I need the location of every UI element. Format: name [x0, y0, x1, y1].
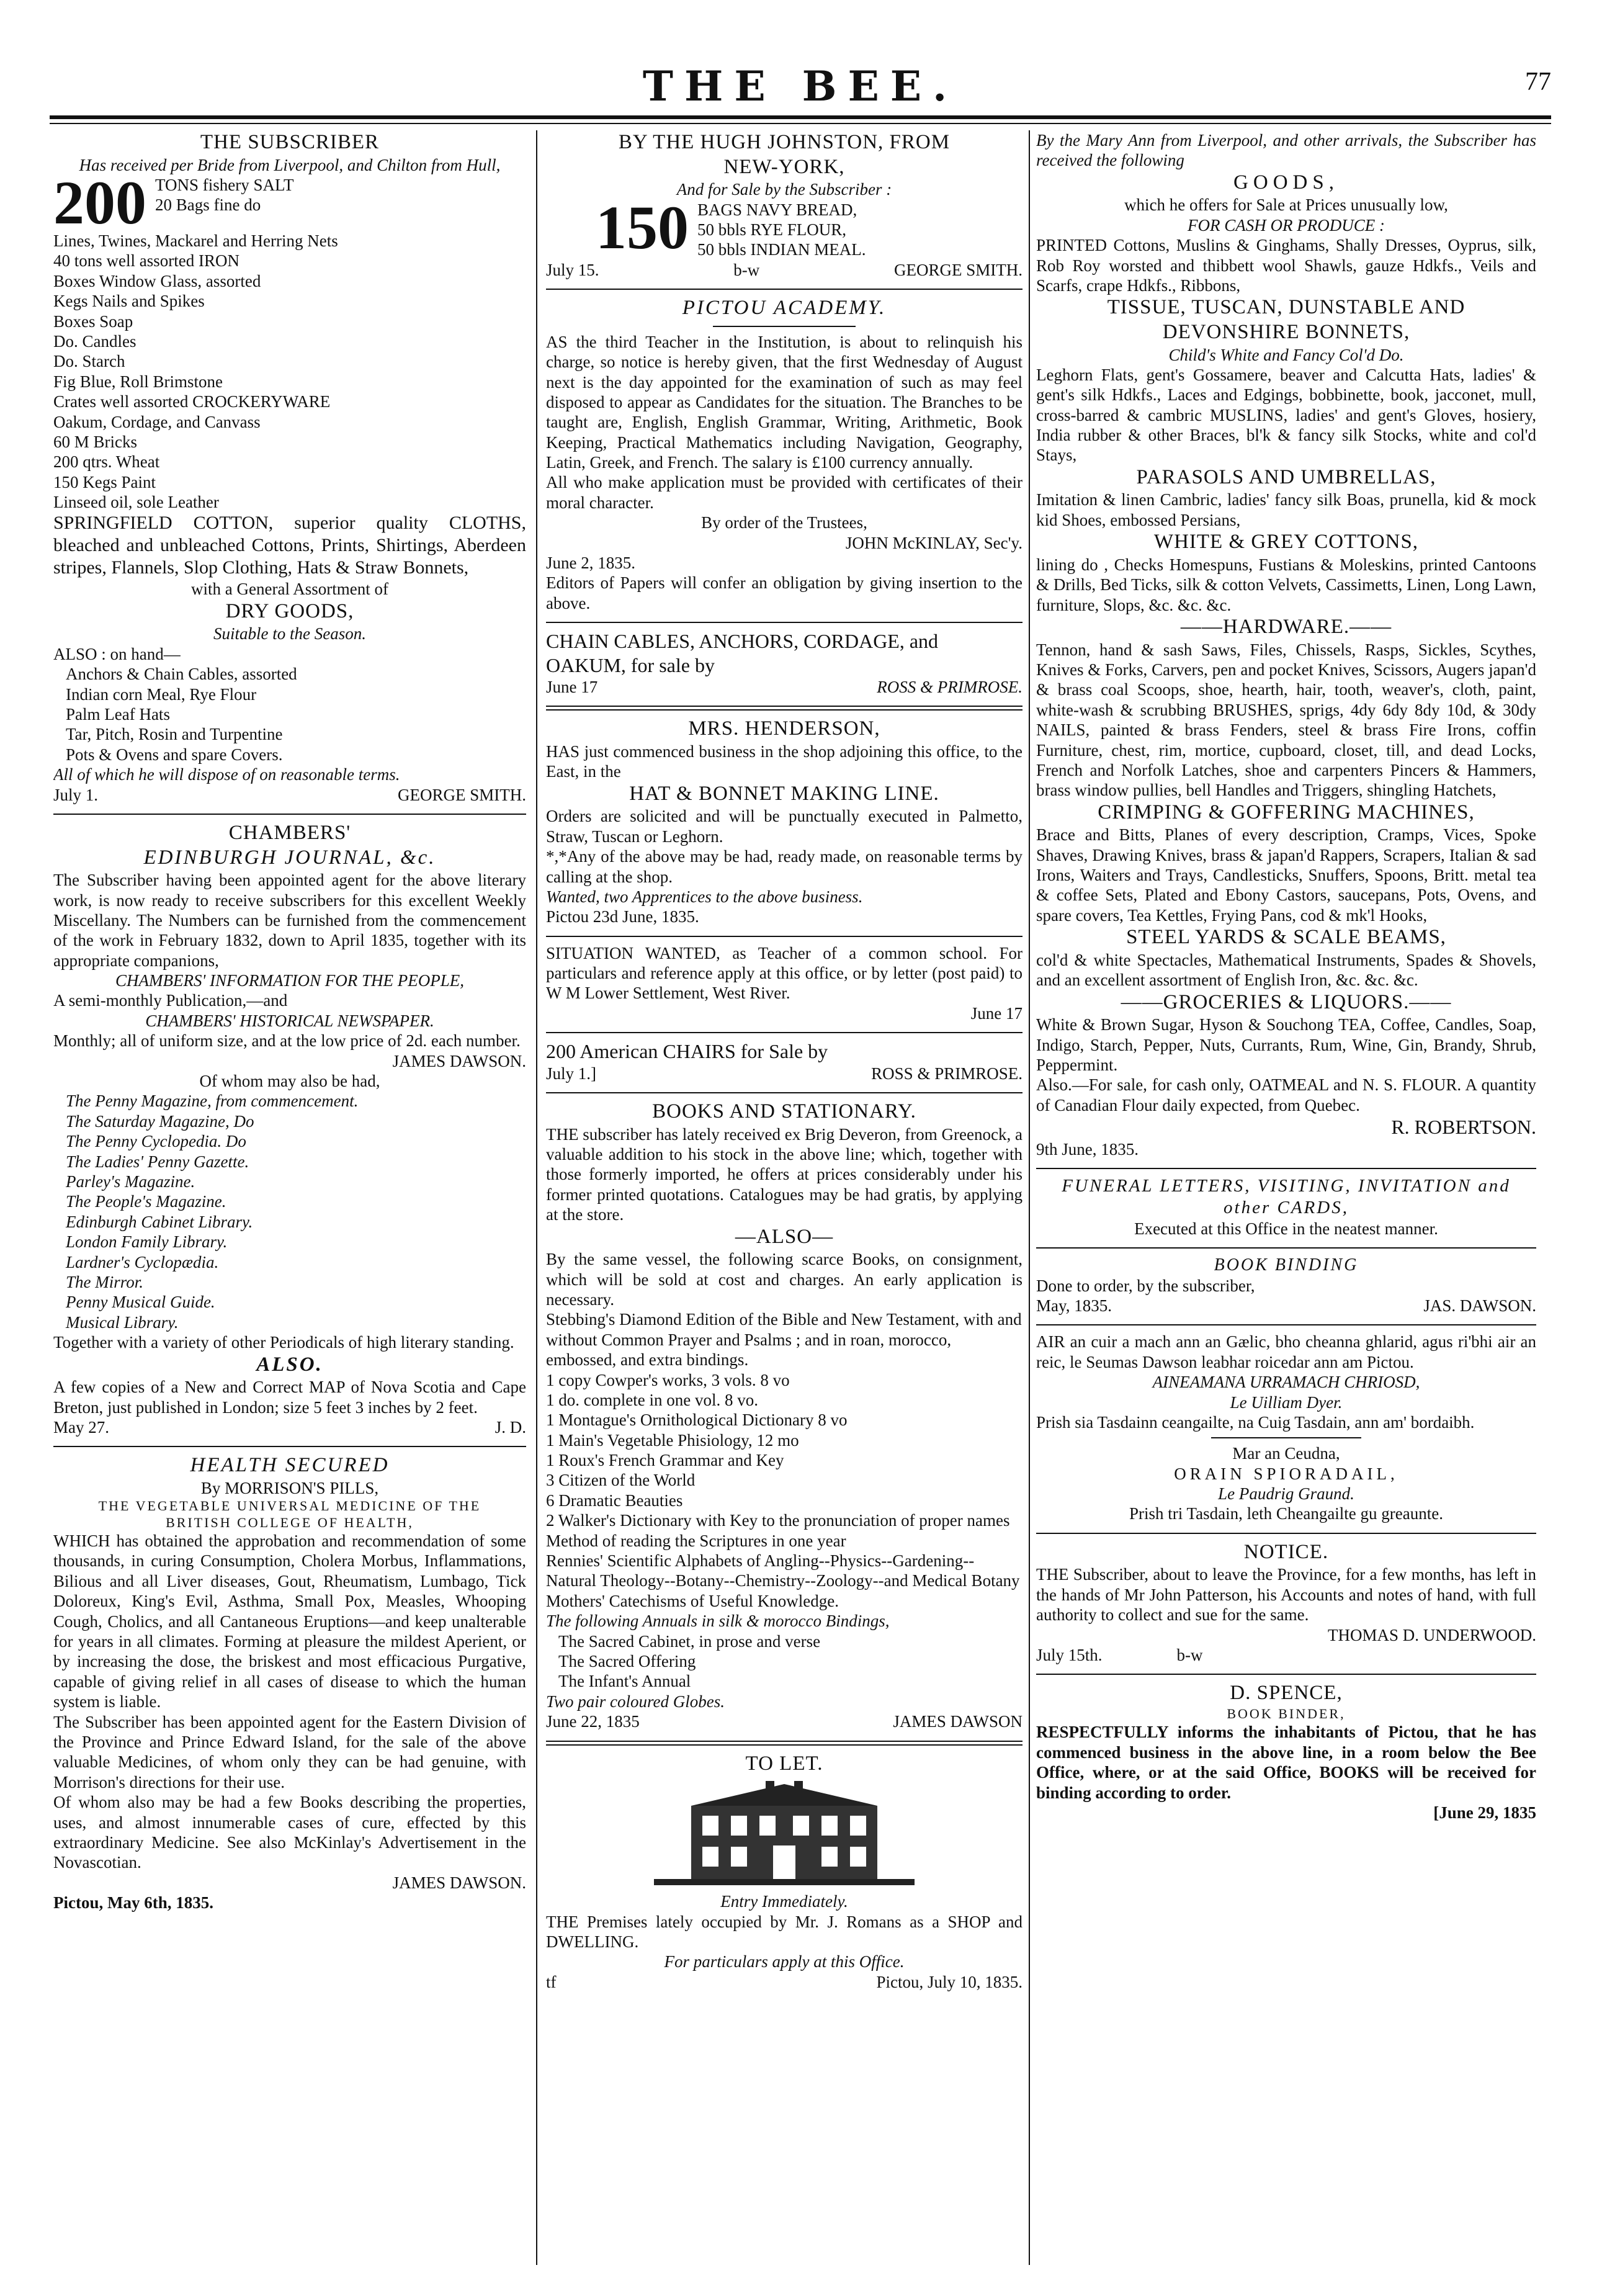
section-heading: PARASOLS AND UMBRELLAS, [1136, 465, 1436, 488]
divider [1036, 1324, 1536, 1325]
entry: Entry Immediately. [720, 1892, 848, 1911]
ad-funeral-cards [1036, 1175, 1536, 1239]
ad-body: THE subscriber has lately received ex Brig Deveron, from Greenock, a valuable addition to his stock in the above line; which, together with those formerly imported, he offers at prices considerably under his former printed quotations. Catalogues may be had gratis, by applying at the store. [546, 1124, 1023, 1224]
ad-pictou-academy [546, 296, 1023, 613]
ad-body: Of whom also may be had a few Books describing the properties, uses, and almost innumerable cases of cure, effected by this extraordinary Medicine. See also McKinlay's Advertisement in the Novascotian. [53, 1793, 526, 1872]
ad-heading: NEW-YORK, [723, 155, 845, 178]
list-item: Parley's Magazine. [66, 1172, 195, 1191]
column-divider-1 [536, 130, 537, 2265]
ad-henderson [546, 717, 1023, 926]
list-item: 1 Montague's Ornithological Dictionary 8 vo [546, 1410, 848, 1430]
book-title: AINEAMANA URRAMACH CHRIOSD, [1152, 1373, 1420, 1392]
ad-body: Executed at this Office in the neatest manner. [1134, 1219, 1438, 1238]
annuals-list [546, 1631, 1023, 1692]
list-item: Boxes Window Glass, assorted [53, 271, 261, 290]
monthly: Monthly; all of uniform size, and at the low price of 2d. each number. [53, 1031, 521, 1051]
divider [546, 1092, 1023, 1093]
ad-body: Brace and Bitts, Planes of every description, Cramps, Vices, Spoke Shaves, Drawing Knives, brass & japan'd Rappers, Scrapers, Italian & sad Irons, Waiters and Trays, Candlesticks, Snuffers, Spoons, Britt. metal tea & coffee Sets, Plated and Ebony Castors, saucepans, Pots, Ovens, and spare covers, Tea Kettles, Frying Pans, cod & mk'l Hooks, [1036, 825, 1536, 925]
ad-heading: FUNERAL LETTERS, VISITING, INVITATION and other CARDS, [1062, 1175, 1511, 1218]
list-item: Tar, Pitch, Rosin and Turpentine [66, 725, 283, 744]
annuals-heading: The following Annuals in silk & morocco Bindings, [546, 1612, 890, 1631]
list-item: Fig Blue, Roll Brimstone [53, 372, 223, 391]
list-item: 3 Citizen of the World [546, 1471, 696, 1490]
list-item: The Sacred Offering [558, 1651, 696, 1670]
list-item: Indian corn Meal, Rye Flour [66, 684, 257, 704]
ad-heading: CHAMBERS' [228, 821, 351, 844]
also-list [53, 664, 526, 765]
ad-body: 200 American CHAIRS for Sale by [546, 1040, 828, 1063]
ornament [1211, 1437, 1361, 1438]
signer: JAMES DAWSON [893, 1712, 1023, 1731]
signer: JAMES DAWSON. [392, 1873, 526, 1892]
list-item: 6 Dramatic Beauties [546, 1491, 683, 1510]
list-item: 40 tons well assorted IRON [53, 251, 239, 271]
ad-body: Done to order, by the subscriber, [1036, 1276, 1255, 1295]
ad-subheading: BOOK BINDER, [1227, 1705, 1346, 1721]
date: July 15th. [1036, 1646, 1103, 1664]
signature-row [546, 677, 1023, 697]
list-item: 200 qtrs. Wheat [53, 452, 160, 472]
list-item: London Family Library. [66, 1232, 228, 1252]
newspaper-title: THE BEE. [642, 62, 959, 110]
season: Suitable to the Season. [213, 624, 366, 644]
globes: Two pair coloured Globes. [546, 1692, 725, 1711]
ad-heading: TO LET. [745, 1752, 823, 1775]
cash-line: FOR CASH OR PRODUCE : [1188, 215, 1385, 235]
list-item: The Mirror. [66, 1272, 144, 1291]
list-item: 1 do. complete in one vol. 8 vo. [546, 1390, 758, 1409]
ad-body: By the same vessel, the following scarce Books, on consignment, which will be sold at cost and charges. An early application is necessary. [546, 1250, 1023, 1309]
list-item: Boxes Soap [53, 312, 133, 331]
divider [546, 1741, 1023, 1746]
ad-body: col'd & white Spectacles, Mathematical Instruments, Spades & Shovels, and an excellent assortment of English Iron, &c. &c. &c. [1036, 950, 1536, 990]
list-item: 1 Main's Vegetable Phisiology, 12 mo [546, 1430, 799, 1450]
ad-by: By MORRISON'S PILLS, [200, 1478, 379, 1497]
dry-goods: DRY GOODS, [225, 599, 354, 622]
section-heading: STEEL YARDS & SCALE BEAMS, [1126, 926, 1446, 949]
signer: J. D. [494, 1417, 526, 1437]
editors-note: Editors of Papers will confer an obligation by giving insertion to the above. [546, 573, 1023, 612]
list-item: 1 copy Cowper's works, 3 vols. 8 vo [546, 1370, 790, 1389]
ad-intro: By the Mary Ann from Liverpool, and other arrivals, the Subscriber has received the following [1036, 131, 1536, 170]
divider [1036, 1247, 1536, 1249]
ad-body: *,*Any of the above may be had, ready made, on reasonable terms by calling at the shop. [546, 847, 1023, 886]
ad-heading: BY THE HUGH JOHNSTON, FROM [618, 131, 951, 153]
also-heading: —ALSO— [735, 1225, 834, 1248]
ad-body: AIR an cuir a mach ann an Gælic, bho cheanna ghlarid, agus ri'bhi air an reic, le Seumas Dawson leabhar roicedar ann am Pictou. [1036, 1332, 1536, 1371]
list-item: Rennies' Scientific Alphabets of Angling--Physics--Gardening--Natural Theology--Botany--Chemistry--Zoology--and Medical Botany [546, 1551, 1020, 1590]
ad-subheading: EDINBURGH JOURNAL, &c. [143, 846, 436, 869]
list-item: Penny Musical Guide. [66, 1293, 215, 1312]
divider [1036, 1533, 1536, 1534]
ad-body: HAS just commenced business in the shop adjoining this office, to the East, in the [546, 742, 1023, 781]
list-item: The Penny Magazine, from commencement. [66, 1092, 359, 1111]
signature-row [546, 1064, 1023, 1083]
column-divider-2 [1029, 130, 1030, 2265]
date: June 2, 1835. [546, 554, 635, 573]
ad-body: Imitation & linen Cambric, ladies' fancy silk Boas, prunella, kid & mock kid Shoes, embossed Persians, [1036, 490, 1536, 529]
section-heading: CRIMPING & GOFFERING MACHINES, [1098, 800, 1475, 823]
date: June 17 [970, 1003, 1023, 1023]
signer: ROSS & PRIMROSE. [877, 677, 1023, 696]
signer: GEORGE SMITH. [893, 260, 1023, 279]
date: May 27. [53, 1417, 109, 1437]
date: June 22, 1835 [546, 1712, 640, 1731]
books-list [546, 1309, 1023, 1611]
list-item: Do. Starch [53, 352, 125, 371]
ad-body: RESPECTFULLY informs the inhabitants of Pictou, that he has commenced business in the above line, in a room below the Bee Office, where, or at the said Office, BOOKS will be received for binding according to order. [1036, 1723, 1536, 1802]
list-item: Kegs Nails and Spikes [53, 292, 205, 311]
map-notice: A few copies of a New and Correct MAP of Nova Scotia and Cape Breton, just published in London; size 5 feet 3 inches by 2 feet. [53, 1378, 526, 1417]
goods-list [53, 231, 526, 512]
list-item: Anchors & Chain Cables, assorted [66, 665, 297, 684]
ad-body: Also.—For sale, for cash only, OATMEAL and N. S. FLOUR. A quantity of Canadian Flour daily expected, from Quebec. [1036, 1075, 1536, 1114]
ad-body: The Subscriber has been appointed agent for the Eastern Division of the Province and Prince Edward Island, for the sale of the above valuable Medicines, of whom only they can be had genuine, with Morrison's directions for their use. [53, 1712, 526, 1792]
sale-line: And for Sale by the Subscriber : [676, 180, 892, 199]
signer: THOMAS D. UNDERWOOD. [1328, 1625, 1536, 1644]
ad-heading: BOOKS AND STATIONARY. [652, 1100, 916, 1123]
periodicals-list [53, 1091, 526, 1332]
general-assortment: with a General Assortment of [191, 580, 388, 599]
list-item: Pots & Ovens and spare Covers. [66, 745, 283, 764]
date: July 15. [546, 260, 599, 279]
list-item: Crates well assorted CROCKERYWARE [53, 392, 331, 411]
goods-heading: GOODS, [1233, 171, 1339, 194]
signature-row [53, 1417, 526, 1437]
list-item: Edinburgh Cabinet Library. [66, 1212, 253, 1231]
list-item: Mothers' Catechisms of Useful Knowledge. [546, 1591, 839, 1610]
ad-chain-cables [546, 629, 1023, 697]
also-heading: ALSO. [256, 1353, 323, 1376]
date: July 1.] [546, 1064, 596, 1083]
big-line: 50 bbls INDIAN MEAL. [697, 240, 866, 259]
hist-title: CHAMBERS' HISTORICAL NEWSPAPER. [145, 1011, 434, 1030]
list-item: Lines, Twines, Mackarel and Herring Nets [53, 231, 338, 250]
ad-heading: PICTOU ACADEMY. [682, 297, 887, 320]
signature-row [53, 785, 526, 805]
signer: GEORGE SMITH. [398, 785, 526, 804]
book-price: Prish sia Tasdainn ceangailte, na Cuig Tasdain, ann am' bordaibh. [1036, 1412, 1475, 1432]
code: b-w [1176, 1646, 1203, 1664]
ad-situation-wanted [546, 943, 1023, 1024]
ad-heading: NOTICE. [1243, 1540, 1329, 1563]
big-line: TONS fishery SALT [155, 175, 294, 194]
ad-body: White & Brown Sugar, Hyson & Souchong TEA, Coffee, Candles, Soap, Indigo, Starch, Pepper, Nuts, Currants, Rum, Wine, Gin, Brandy, Shrub, Peppermint. [1036, 1015, 1536, 1075]
ad-chairs [546, 1039, 1023, 1083]
list-item: The Sacred Cabinet, in prose and verse [558, 1631, 821, 1651]
book-title: ORAIN SPIORADAIL, [1174, 1464, 1398, 1483]
ad-heading: MRS. HENDERSON, [688, 717, 880, 740]
ad-to-let [546, 1752, 1023, 1993]
ad-spence [1036, 1681, 1536, 1823]
section-heading: TISSUE, TUSCAN, DUNSTABLE AND DEVONSHIRE BONNETS, [1107, 296, 1466, 343]
ad-body: WHICH has obtained the approbation and recommendation of some thousands, in curing Consumption, Cholera Morbus, Inflammations, Bilious and all Liver diseases, Gout, Rheumatism, Lumbago, Tick Doloreux, King's Evil, Asthma, Small Pox, Measles, Whooping Cough, Cholics, and all Cantaneous Eruptions—and keep unalterable for years in all climates. Forming at pleasure the mildest Aperient, or by increasing the dose, the briskest and most efficacious Purgative, capable of giving relief in all cases of disease to which the human system is liable. [53, 1531, 526, 1711]
business-line: HAT & BONNET MAKING LINE. [629, 782, 939, 805]
ad-gaelic-books [1036, 1332, 1536, 1524]
divider [53, 1446, 526, 1447]
ad-heading: HEALTH SECURED [190, 1454, 390, 1477]
ad-heading: THE SUBSCRIBER [200, 131, 380, 153]
signature-row [1036, 1296, 1536, 1316]
signature-row [546, 1711, 1023, 1731]
date: Pictou, July 10, 1835. [876, 1972, 1023, 1991]
big-number-block [546, 192, 1023, 262]
ad-body: PRINTED Cottons, Muslins & Ginghams, Shally Dresses, Oyprus, silk, Rob Roy worsted and thibbett wool Shawls, gauze Hdkfs., Veils and Scarfs, crape Hdkfs., Ribbons, [1036, 236, 1536, 295]
ad-body: All who make application must be provided with certificates of their moral character. [546, 473, 1023, 512]
ad-notice [1036, 1540, 1536, 1666]
book-author: Le Uilliam Dyer. [1230, 1392, 1343, 1412]
masthead [50, 62, 1551, 112]
ad-health [53, 1453, 526, 1913]
also-on-hand: ALSO : on hand— [53, 644, 181, 663]
list-item: The Ladies' Penny Gazette. [66, 1152, 249, 1171]
section-heading: WHITE & GREY COTTONS, [1153, 531, 1419, 554]
date: Pictou, May 6th, 1835. [53, 1893, 213, 1913]
wanted: Wanted, two Apprentices to the above business. [546, 887, 863, 906]
cotton-paragraph: SPRINGFIELD COTTON, superior quality CLOTHS, bleached and unbleached Cottons, Prints, Shirtings, Aberdeen stripes, Flannels, Slop Clothing, Hats & Straw Bonnets, [53, 513, 526, 578]
subtitle: THE VEGETABLE UNIVERSAL MEDICINE OF THE [98, 1498, 481, 1514]
house-icon [654, 1781, 915, 1886]
ad-body: The Subscriber having been appointed agent for the above literary work, is now ready to receive subscribers for this excellent Weekly Miscellany. The Numbers can be furnished from the commencement of the work in February 1832, down to April 1835, together with its appropriate companions, [53, 871, 526, 970]
date: Pictou 23d June, 1835. [546, 907, 699, 926]
ad-subscriber-smith [53, 130, 526, 805]
divider [546, 706, 1023, 711]
list-item: Oakum, Cordage, and Canvass [53, 412, 261, 431]
book-price: Prish tri Tasdain, leth Cheangailte gu greaunte. [1129, 1504, 1443, 1523]
big-line: 20 Bags fine do [155, 195, 261, 215]
masthead-rule-thin [50, 123, 1551, 124]
section-heading: ——HARDWARE.—— [1180, 616, 1392, 638]
big-line: 50 bbls RYE FLOUR, [697, 220, 847, 239]
column-1 [53, 130, 526, 2265]
list-item: Musical Library. [66, 1312, 179, 1332]
list-item: 2 Walker's Dictionary with Key to the pronunciation of proper names [546, 1511, 1010, 1530]
particulars: For particulars apply at this Office. [664, 1952, 905, 1971]
list-item: Stebbing's Diamond Edition of the Bible and New Testament, with and without Common Prayer and Psalms ; and in roan, morocco, embossed, and extra bindings. [546, 1310, 1022, 1370]
ad-body: THE Subscriber, about to leave the Province, for a few months, has left in the hands of Mr John Patterson, his Accounts and notes of hand, with full authority to collect and sue for the same. [1036, 1565, 1536, 1625]
ad-mary-ann-goods [1036, 130, 1536, 1159]
list-item: 1 Roux's French Grammar and Key [546, 1451, 784, 1470]
big-line: BAGS NAVY BREAD, [697, 200, 857, 219]
date: [June 29, 1835 [1433, 1803, 1536, 1822]
date: 9th June, 1835. [1036, 1139, 1139, 1159]
page-number: 77 [1525, 68, 1551, 96]
divider [546, 622, 1023, 623]
book-author: Le Paudrig Graund. [1218, 1484, 1354, 1504]
signer: JAMES DAWSON. [392, 1051, 526, 1070]
semi-monthly: A semi-monthly Publication,—and [53, 991, 288, 1010]
date: May, 1835. [1036, 1296, 1112, 1315]
code: b-w [733, 260, 760, 279]
section-heading: ——GROCERIES & LIQUORS.—— [1121, 990, 1452, 1013]
column-3 [1036, 130, 1536, 2265]
date: July 1. [53, 785, 99, 804]
divider [546, 1032, 1023, 1033]
list-item: The Penny Cyclopedia. Do [66, 1132, 246, 1151]
divider [546, 289, 1023, 290]
list-item: 60 M Bricks [53, 432, 137, 451]
ad-body: THE Premises lately occupied by Mr. J. Romans as a SHOP and DWELLING. [546, 1912, 1023, 1951]
closing-line: All of which he will dispose of on reasonable terms. [53, 765, 400, 784]
signature-row [546, 1972, 1023, 1992]
ad-heading: BOOK BINDING [1214, 1255, 1359, 1275]
list-item: The Infant's Annual [558, 1672, 691, 1691]
order: By order of the Trustees, [701, 513, 867, 532]
signer: R. ROBERTSON. [1391, 1116, 1536, 1139]
divider [1036, 1168, 1536, 1169]
signer: JOHN McKINLAY, Sec'y. [845, 533, 1023, 552]
list-item: Linseed oil, sole Leather [53, 493, 219, 512]
list-item: The Saturday Magazine, Do [66, 1111, 254, 1131]
divider [546, 936, 1023, 937]
list-item: 150 Kegs Paint [53, 472, 156, 491]
signature-row [546, 260, 1023, 280]
divider [53, 814, 526, 815]
list-item: The People's Magazine. [66, 1192, 226, 1211]
column-2 [546, 130, 1023, 2265]
ad-body: SITUATION WANTED, as Teacher of a common school. For particulars and reference apply at this office, or by letter (post paid) to W M Lower Settlement, West River. [546, 943, 1023, 1003]
ad-body: Tennon, hand & sash Saws, Files, Chissels, Rasps, Sickles, Scythes, Knives & Forks, Carvers, pen and pocket Knives, Scissors, Augers japan'd & brass coal Scoops, shoe, hearth, hair, tooth, weaver's, cloth, paint, white-wash & scrubbing BRUSHES, sprigs, 4dy 6dy 8dy 10d, & 30dy NAILS, painted & brass Fenders, steel & brass Fire Irons, coffin Furniture, chest, rim, mortice, cupboard, closet, till, and dead Locks, French and Norfolk Latches, shoe and carpenters Pincers & Hammers, brass window pullies, bell Handles and Triggers, shingling Hatchets, [1036, 640, 1536, 800]
ad-books-stationary [546, 1100, 1023, 1732]
mar-an-ceudna: Mar an Ceudna, [1232, 1444, 1340, 1463]
signer: JAS. DAWSON. [1423, 1296, 1536, 1315]
big-number-block [53, 168, 526, 237]
list-item: Palm Leaf Hats [66, 705, 170, 724]
ad-heading: D. SPENCE, [1230, 1682, 1343, 1705]
list-item: Lardner's Cyclopædia. [66, 1252, 219, 1271]
date: June 17 [546, 677, 598, 696]
list-item: Method of reading the Scriptures in one year [546, 1531, 846, 1550]
ad-body: AS the third Teacher in the Institution, is about to relinquish his charge, so notice is hereby given, that the first Wednesday of August next is the day appointed for the examination of such as may feel disposed to appear as Candidates for the situation. The Branches to be taught are, English, English Grammar, Writing, Arithmetic, Book Keeping, Practical Mathematics including Navigation, Geography, Latin, Greek, and French. The salary is £100 currency annually. [546, 332, 1023, 472]
big-number: 200 [53, 168, 146, 237]
signer: ROSS & PRIMROSE. [871, 1064, 1023, 1083]
list-item: Do. Candles [53, 331, 136, 351]
ad-body: Leghorn Flats, gent's Gossamere, beaver and Calcutta Hats, ladies' & gent's silk Hdkfs., Laces and Edgings, bobbinette, book, jacconet, mull, cross-barred & cambric MUSLINS, ladies' and gent's Gloves, hosiery, India rubber & other Braces, bl'k & fancy silk Stocks, white and col'd Stays, [1036, 365, 1536, 465]
masthead-rule [50, 115, 1551, 119]
together: Together with a variety of other Periodicals of high literary standing. [53, 1333, 514, 1352]
big-number: 150 [596, 192, 689, 262]
ad-body: CHAIN CABLES, ANCHORS, CORDAGE, and OAKUM, for sale by [546, 630, 939, 676]
ad-intro: Has received per Bride from Liverpool, and Chilton from Hull, [79, 155, 501, 174]
info-title: CHAMBERS' INFORMATION FOR THE PEOPLE, [115, 971, 464, 990]
whom: Of whom may also be had, [199, 1072, 380, 1091]
ad-chambers [53, 821, 526, 1437]
code: tf [546, 1972, 557, 1991]
signature-row [1036, 1645, 1536, 1665]
ornament [713, 326, 856, 327]
divider [1036, 1674, 1536, 1675]
ad-body: lining do , Checks Homespuns, Fustians & Moleskins, printed Cantoons & Drills, Bed Ticks, silk & cotton Velvets, Cassimetts, Linen, Long Lawn, furniture, Slops, &c. &c. &c. [1036, 555, 1536, 614]
ad-book-binding [1036, 1255, 1536, 1316]
childs-line: Child's White and Fancy Col'd Do. [1168, 345, 1404, 364]
ad-hugh-johnston [546, 130, 1023, 280]
offers: which he offers for Sale at Prices unusually low, [1124, 195, 1448, 215]
ad-body: Orders are solicited and will be punctually executed in Palmetto, Straw, Tuscan or Leghorn. [546, 807, 1023, 846]
subtitle: BRITISH COLLEGE OF HEALTH, [166, 1514, 414, 1530]
